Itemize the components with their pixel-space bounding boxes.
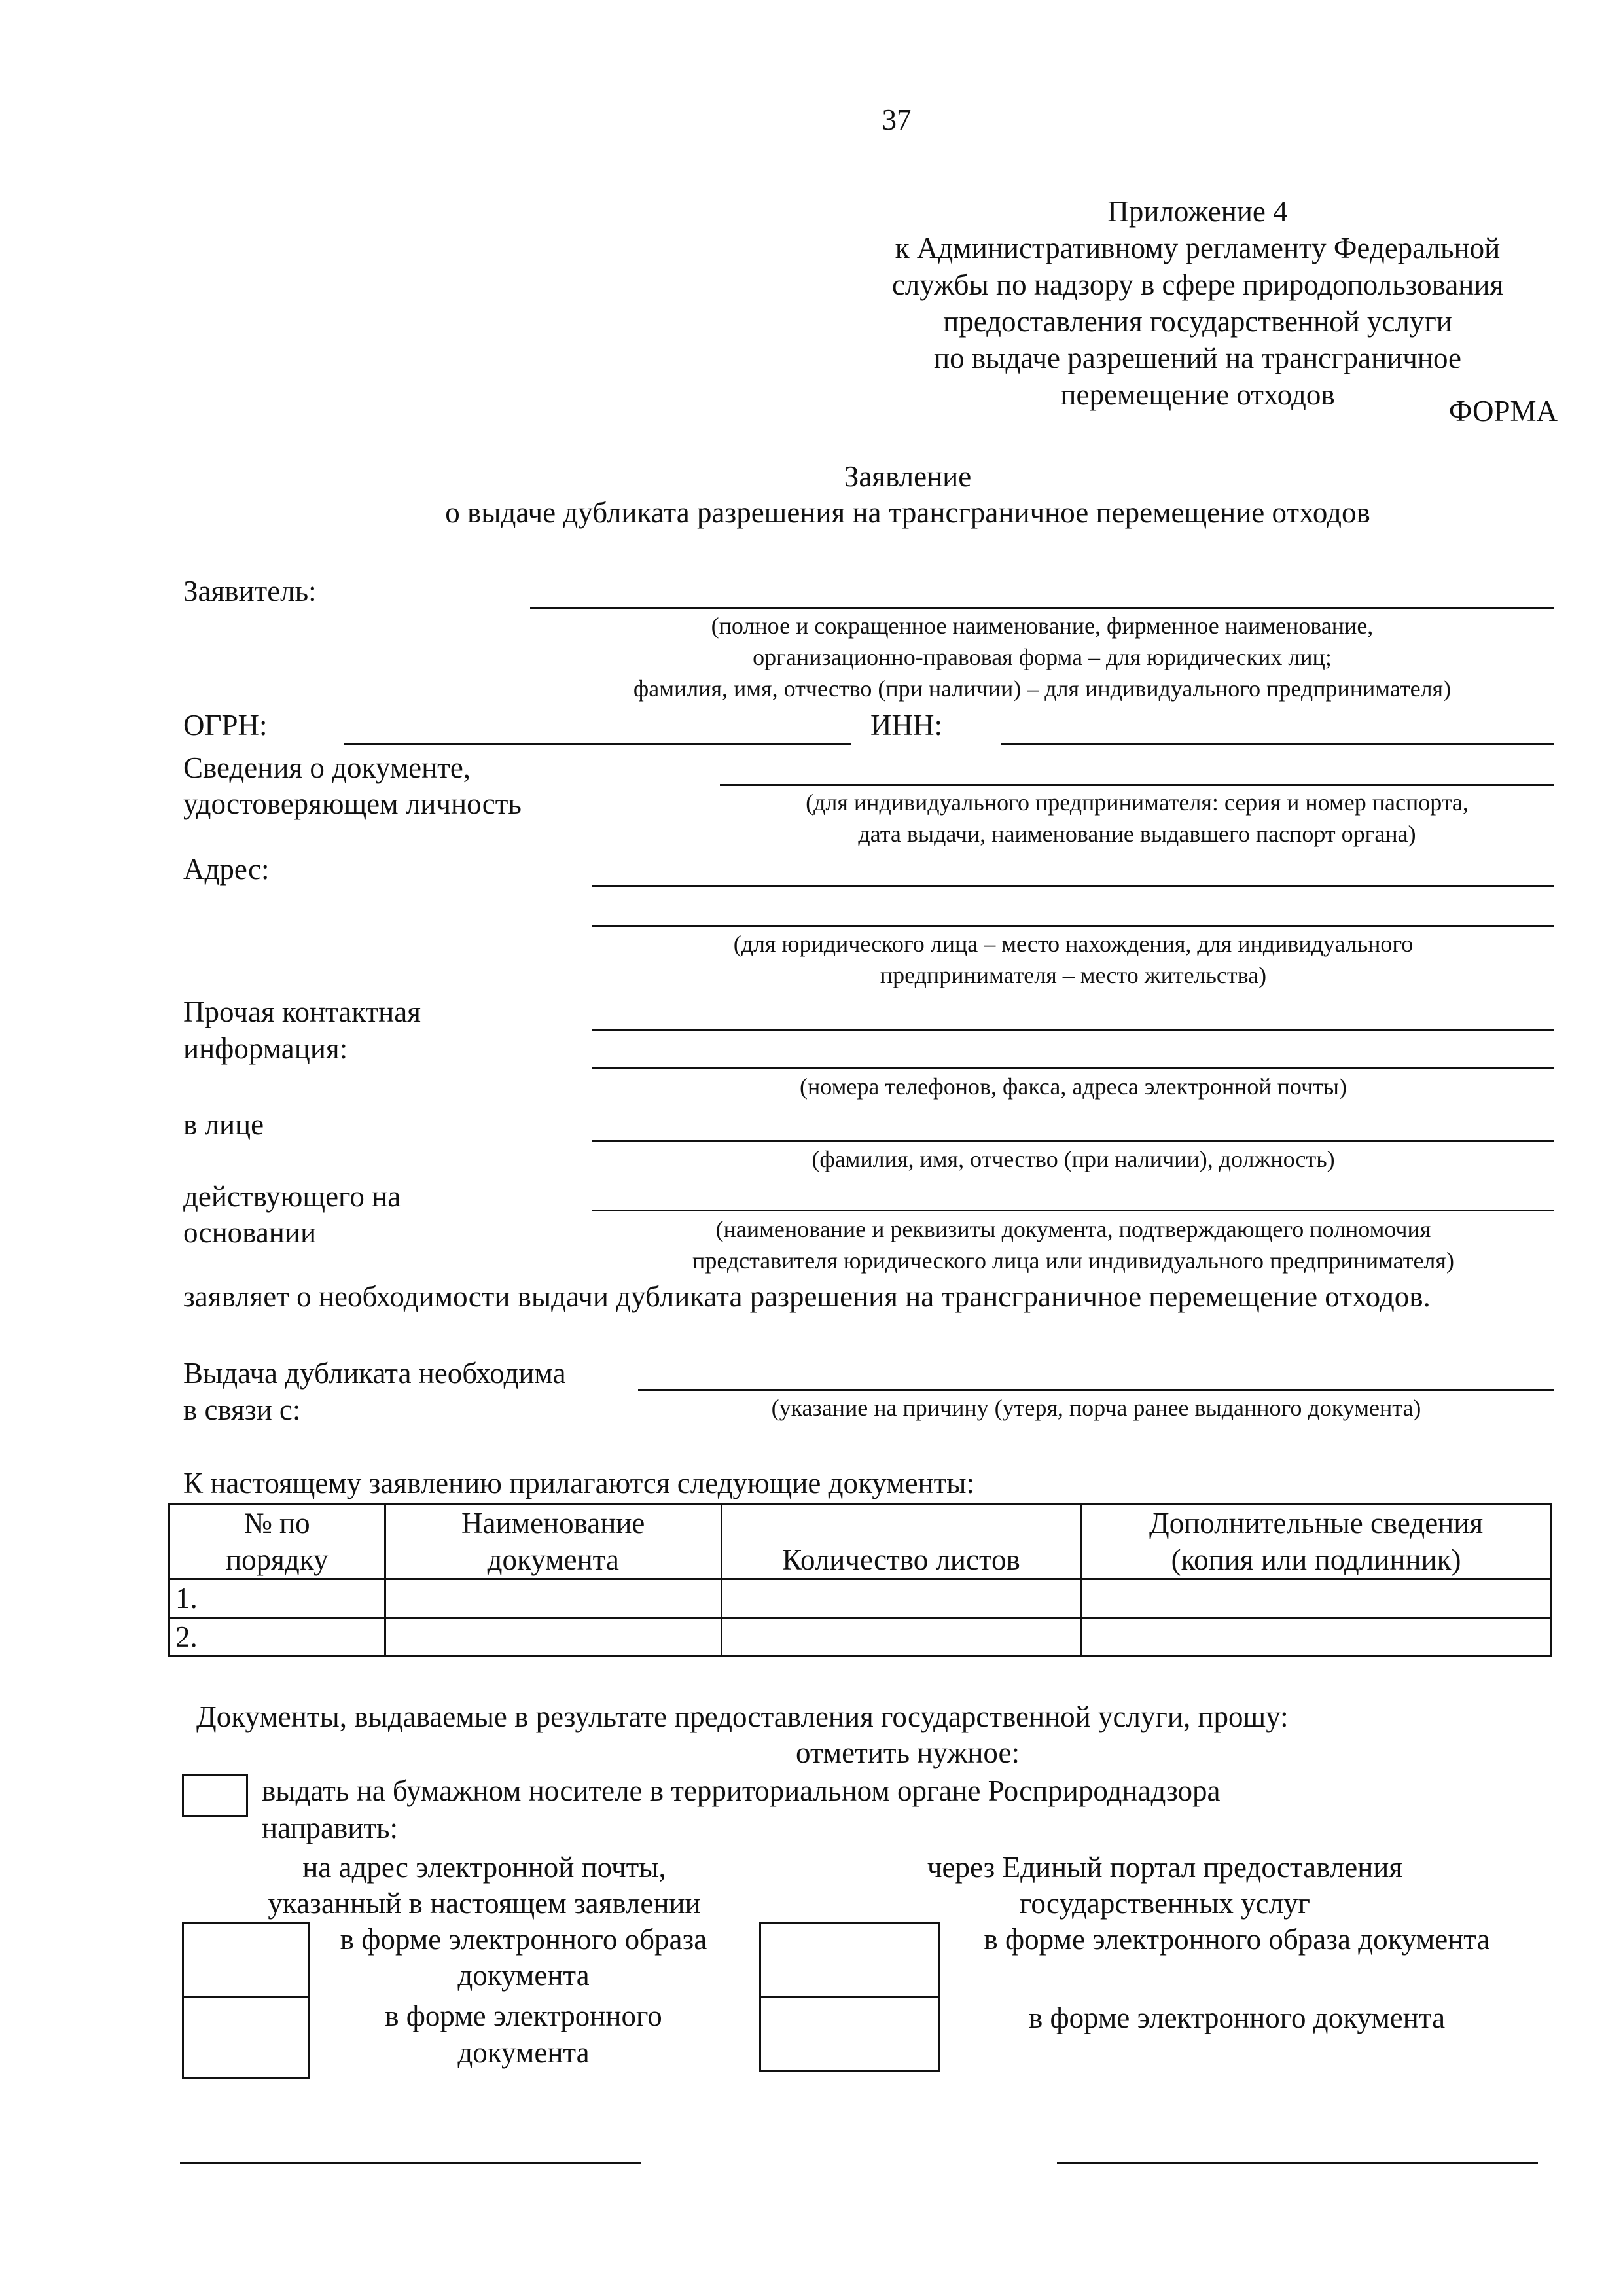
basis-hint: представителя юридического лица или индивидуального предпринимателя) <box>692 1247 1454 1274</box>
delivery-intro: Документы, выдаваемые в результате предоставления государственной услуги, прошу: <box>196 1700 1289 1733</box>
basis-hint: (наименование и реквизиты документа, подтверждающего полномочия <box>715 1216 1431 1242</box>
column-header-extra <box>1081 1504 1552 1579</box>
row-number: 1. <box>169 1579 385 1618</box>
column-header-number <box>169 1504 385 1579</box>
mark-hint: отметить нужное: <box>796 1736 1020 1769</box>
address-label: Адрес: <box>183 853 270 886</box>
ogrn-label: ОГРН: <box>183 709 268 742</box>
applicant-label: Заявитель: <box>183 575 317 607</box>
portal-document-option-label: в форме электронного документа <box>1028 2001 1446 2034</box>
header-line: Количество листов <box>782 1543 1020 1576</box>
reason-label: в связи с: <box>183 1393 301 1426</box>
column-header-pages <box>721 1504 1080 1579</box>
email-document-checkbox[interactable] <box>182 1996 310 2079</box>
inn-label: ИНН: <box>870 709 942 742</box>
attachments-intro: К настоящему заявлению прилагаются следующие документы: <box>183 1467 975 1499</box>
reason-field[interactable] <box>638 1389 1554 1391</box>
appendix-line: предоставления государственной услуги <box>943 305 1452 338</box>
contacts-hint: (номера телефонов, факса, адреса электронной почты) <box>800 1073 1347 1100</box>
reason-hint: (указание на причину (утеря, порча ранее выданного документа) <box>771 1395 1421 1421</box>
portal-image-checkbox[interactable] <box>759 1922 940 2000</box>
email-document-option-label: в форме электронного <box>385 2000 662 2032</box>
address-field-2[interactable] <box>592 925 1554 927</box>
representative-hint: (фамилия, имя, отчество (при наличии), должность) <box>812 1146 1335 1172</box>
applicant-hint: организационно-правовая форма – для юридических лиц; <box>753 644 1332 670</box>
representative-label: в лице <box>183 1108 264 1141</box>
send-label: направить: <box>262 1812 399 1844</box>
table-row <box>169 1579 1552 1618</box>
basis-field[interactable] <box>592 1210 1554 1211</box>
table-cell[interactable] <box>721 1618 1080 1657</box>
applicant-field[interactable] <box>530 607 1554 609</box>
document-subtitle: о выдаче дубликата разрешения на трансграничное перемещение отходов <box>445 496 1370 529</box>
inn-field[interactable] <box>1001 743 1554 745</box>
portal-heading: государственных услуг <box>1019 1887 1310 1920</box>
portal-heading: через Единый портал предоставления <box>927 1851 1403 1884</box>
id-document-hint: дата выдачи, наименование выдавшего паспорт органа) <box>858 821 1416 847</box>
header-line: Дополнительные сведения <box>1149 1507 1484 1539</box>
header-line: № по <box>243 1507 310 1539</box>
table-header-row <box>169 1504 1552 1579</box>
column-header-name <box>385 1504 721 1579</box>
table-cell[interactable] <box>1081 1618 1552 1657</box>
appendix-line: перемещение отходов <box>1060 378 1335 411</box>
email-image-option-label: документа <box>457 1959 590 1992</box>
ogrn-field[interactable] <box>344 743 851 745</box>
email-heading: указанный в настоящем заявлении <box>268 1887 701 1920</box>
signature-line[interactable] <box>180 2162 641 2164</box>
statement-text: заявляет о необходимости выдачи дубликата разрешения на трансграничное перемещение отходов. <box>183 1280 1431 1313</box>
address-field-1[interactable] <box>592 885 1554 887</box>
header-line: порядку <box>226 1543 329 1576</box>
appendix-header <box>838 193 1558 413</box>
address-hint: предпринимателя – место жительства) <box>880 962 1267 988</box>
header-line: Наименование <box>461 1507 645 1539</box>
appendix-line: Приложение 4 <box>1107 195 1288 228</box>
paper-option-checkbox[interactable] <box>182 1774 248 1817</box>
representative-field[interactable] <box>592 1140 1554 1142</box>
document-title: Заявление <box>844 460 972 493</box>
id-document-field[interactable] <box>720 784 1554 786</box>
row-number: 2. <box>169 1618 385 1657</box>
id-document-label: удостоверяющем личность <box>183 787 522 820</box>
date-line[interactable] <box>1057 2162 1538 2164</box>
table-cell[interactable] <box>1081 1579 1552 1618</box>
table-row <box>169 1618 1552 1657</box>
portal-document-checkbox[interactable] <box>759 1996 940 2072</box>
appendix-line: к Административному регламенту Федеральной <box>895 232 1501 264</box>
portal-image-option-label: в форме электронного образа документа <box>984 1923 1490 1956</box>
applicant-hint: фамилия, имя, отчество (при наличии) – для индивидуального предпринимателя) <box>633 675 1452 702</box>
reason-label: Выдача дубликата необходима <box>183 1357 566 1390</box>
contacts-label: Прочая контактная <box>183 996 421 1028</box>
id-document-label: Сведения о документе, <box>183 751 471 784</box>
email-image-checkbox[interactable] <box>182 1922 310 2000</box>
email-image-option-label: в форме электронного образа <box>340 1923 707 1956</box>
email-heading: на адрес электронной почты, <box>302 1851 666 1884</box>
contacts-field-1[interactable] <box>592 1029 1554 1031</box>
table-cell[interactable] <box>385 1618 721 1657</box>
page-number: 37 <box>882 103 912 136</box>
attachments-table <box>168 1503 1552 1657</box>
appendix-line: по выдаче разрешений на трансграничное <box>934 342 1461 374</box>
id-document-hint: (для индивидуального предпринимателя: серия и номер паспорта, <box>806 789 1469 816</box>
table-cell[interactable] <box>721 1579 1080 1618</box>
basis-label: основании <box>183 1216 317 1249</box>
header-line: (копия или подлинник) <box>1171 1543 1461 1576</box>
address-hint: (для юридического лица – место нахождения, для индивидуального <box>733 931 1414 957</box>
form-label: ФОРМА <box>1448 395 1558 427</box>
header-line: документа <box>487 1543 619 1576</box>
contacts-label: информация: <box>183 1032 348 1065</box>
paper-option-label: выдать на бумажном носителе в территориальном органе Росприроднадзора <box>262 1774 1221 1807</box>
contacts-field-2[interactable] <box>592 1067 1554 1069</box>
email-document-option-label: документа <box>457 2036 590 2069</box>
table-cell[interactable] <box>385 1579 721 1618</box>
appendix-line: службы по надзору в сфере природопользования <box>891 268 1504 301</box>
applicant-hint: (полное и сокращенное наименование, фирменное наименование, <box>711 613 1374 639</box>
basis-label: действующего на <box>183 1180 401 1213</box>
